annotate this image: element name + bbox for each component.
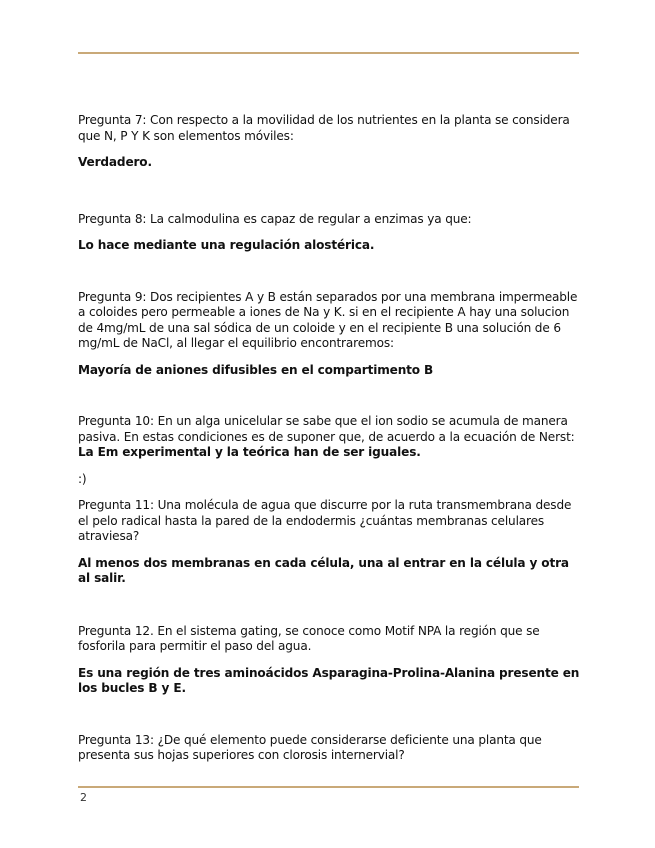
- smiley-note: :): [78, 471, 87, 486]
- question-13: Pregunta 13: ¿De qué elemento puede considerarse deficiente una planta que presenta sus hojas superiores con clorosis internervial?: [78, 732, 542, 762]
- header-rule: [78, 52, 579, 54]
- document-body: [78, 113, 583, 764]
- question-12: Pregunta 12. En el sistema gating, se conoce como Motif NPA la región que se fosforila para permitir el paso del agua.: [78, 623, 540, 653]
- question-8: Pregunta 8: La calmodulina es capaz de regular a enzimas ya que:: [78, 211, 472, 226]
- answer-7: Verdadero.: [78, 155, 152, 169]
- question-9: Pregunta 9: Dos recipientes A y B están separados por una membrana impermeable a coloides pero permeable a iones de Na y K. si en el recipiente A hay una solucion de 4mg/mL de una sal sódica de un coloide y en el recipiente B una solución de 6 mg/mL de NaCl, al llegar el equilibrio encontraremos:: [78, 289, 578, 350]
- footer-rule: [78, 786, 579, 788]
- answer-9: Mayoría de aniones difusibles en el compartimento B: [78, 362, 434, 377]
- question-11: Pregunta 11: Una molécula de agua que discurre por la ruta transmembrana desde el pelo radical hasta la pared de la endodermis ¿cuántas membranas celulares atraviesa?: [78, 498, 572, 543]
- answer-11: Al menos dos membranas en cada célula, una al entrar en la célula y otra al salir.: [78, 555, 569, 585]
- answer-10: La Em experimental y la teórica han de ser iguales.: [78, 445, 421, 459]
- answer-8: Lo hace mediante una regulación alostérica.: [78, 238, 375, 252]
- question-10: Pregunta 10: En un alga unicelular se sabe que el ion sodio se acumula de manera pasiva. En estas condiciones es de suponer que, de acuerdo a la ecuación de Nerst:: [78, 414, 575, 444]
- page-number: 2: [80, 791, 87, 804]
- question-7: Pregunta 7: Con respecto a la movilidad de los nutrientes en la planta se considera que N, P Y K son elementos móviles:: [78, 113, 570, 143]
- answer-12: Es una región de tres aminoácidos Asparagina-Prolina-Alanina presente en los bucles B y E.: [78, 665, 580, 695]
